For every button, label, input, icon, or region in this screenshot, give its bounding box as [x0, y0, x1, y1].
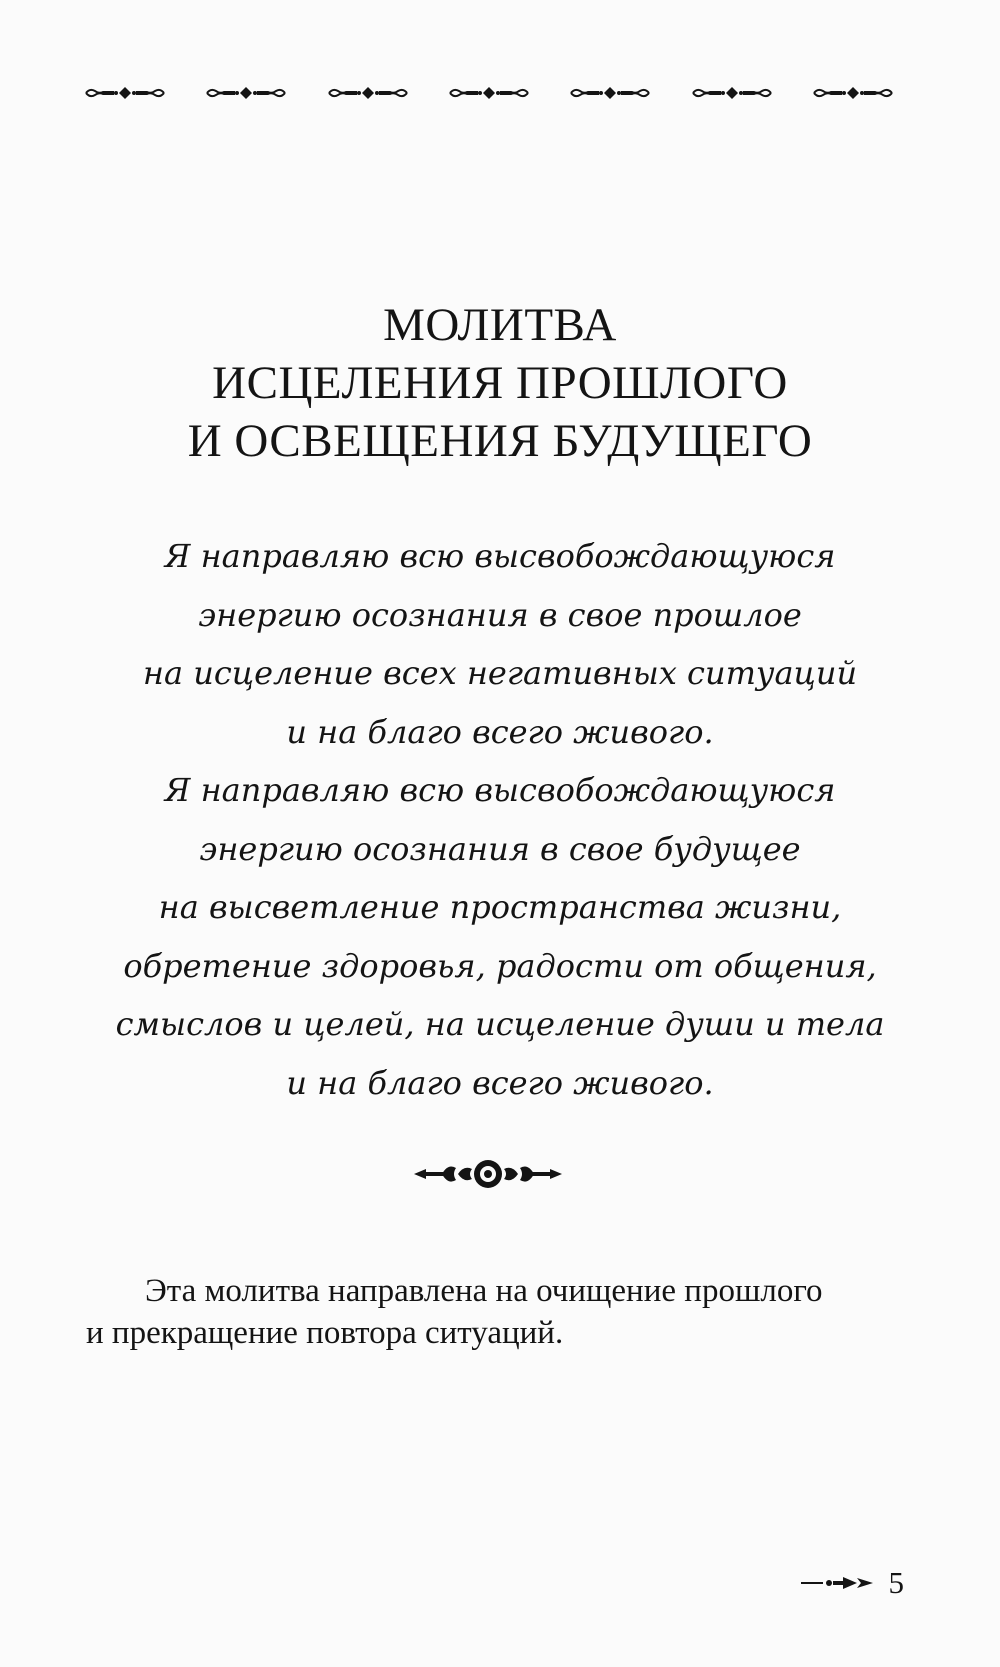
prayer-line: Я направляю всю высвобождающуюся — [164, 771, 836, 809]
title-line: МОЛИТВА — [383, 299, 617, 351]
scroll-ornament-icon — [569, 86, 651, 100]
prayer-text — [0, 527, 1000, 1112]
prayer-line: энергию осознания в свое прошлое — [198, 595, 802, 634]
title-line: И ОСВЕЩЕНИЯ БУДУЩЕГО — [187, 415, 813, 467]
page-number: 5 — [888, 1565, 904, 1600]
note-paragraph — [86, 1270, 908, 1354]
prayer-line: на высветление пространства жизни, — [158, 888, 842, 926]
scroll-ornament-icon — [327, 86, 409, 100]
scroll-ornament-icon — [84, 86, 166, 100]
prayer-line: энергию осознания в свое будущее — [199, 829, 801, 868]
page-footer — [799, 1566, 905, 1600]
top-ornament-row — [84, 84, 894, 102]
prayer-line: смыслов и целей, на исцеление души и тела — [115, 1005, 885, 1043]
floral-divider-icon — [412, 1157, 564, 1191]
page-title — [0, 296, 1000, 470]
prayer-line: на исцеление всех негативных ситуаций — [142, 654, 858, 692]
scroll-ornament-icon — [205, 86, 287, 100]
prayer-line: Я направляю всю высвобождающуюся — [164, 537, 836, 575]
scroll-ornament-icon — [691, 86, 773, 100]
prayer-line: и на благо всего живого. — [286, 712, 714, 751]
scroll-ornament-icon — [448, 86, 530, 100]
title-line: ИСЦЕЛЕНИЯ ПРОШЛОГО — [212, 357, 788, 409]
note-line: и прекращение повтора ситуаций. — [86, 1315, 564, 1351]
scroll-ornament-icon — [812, 86, 894, 100]
prayer-line: и на благо всего живого. — [286, 1063, 714, 1102]
note-line: Эта молитва направлена на очищение прошлого — [145, 1273, 823, 1309]
arrow-ornament-icon — [799, 1575, 877, 1591]
prayer-line: обретение здоровья, радости от общения, — [123, 946, 877, 985]
